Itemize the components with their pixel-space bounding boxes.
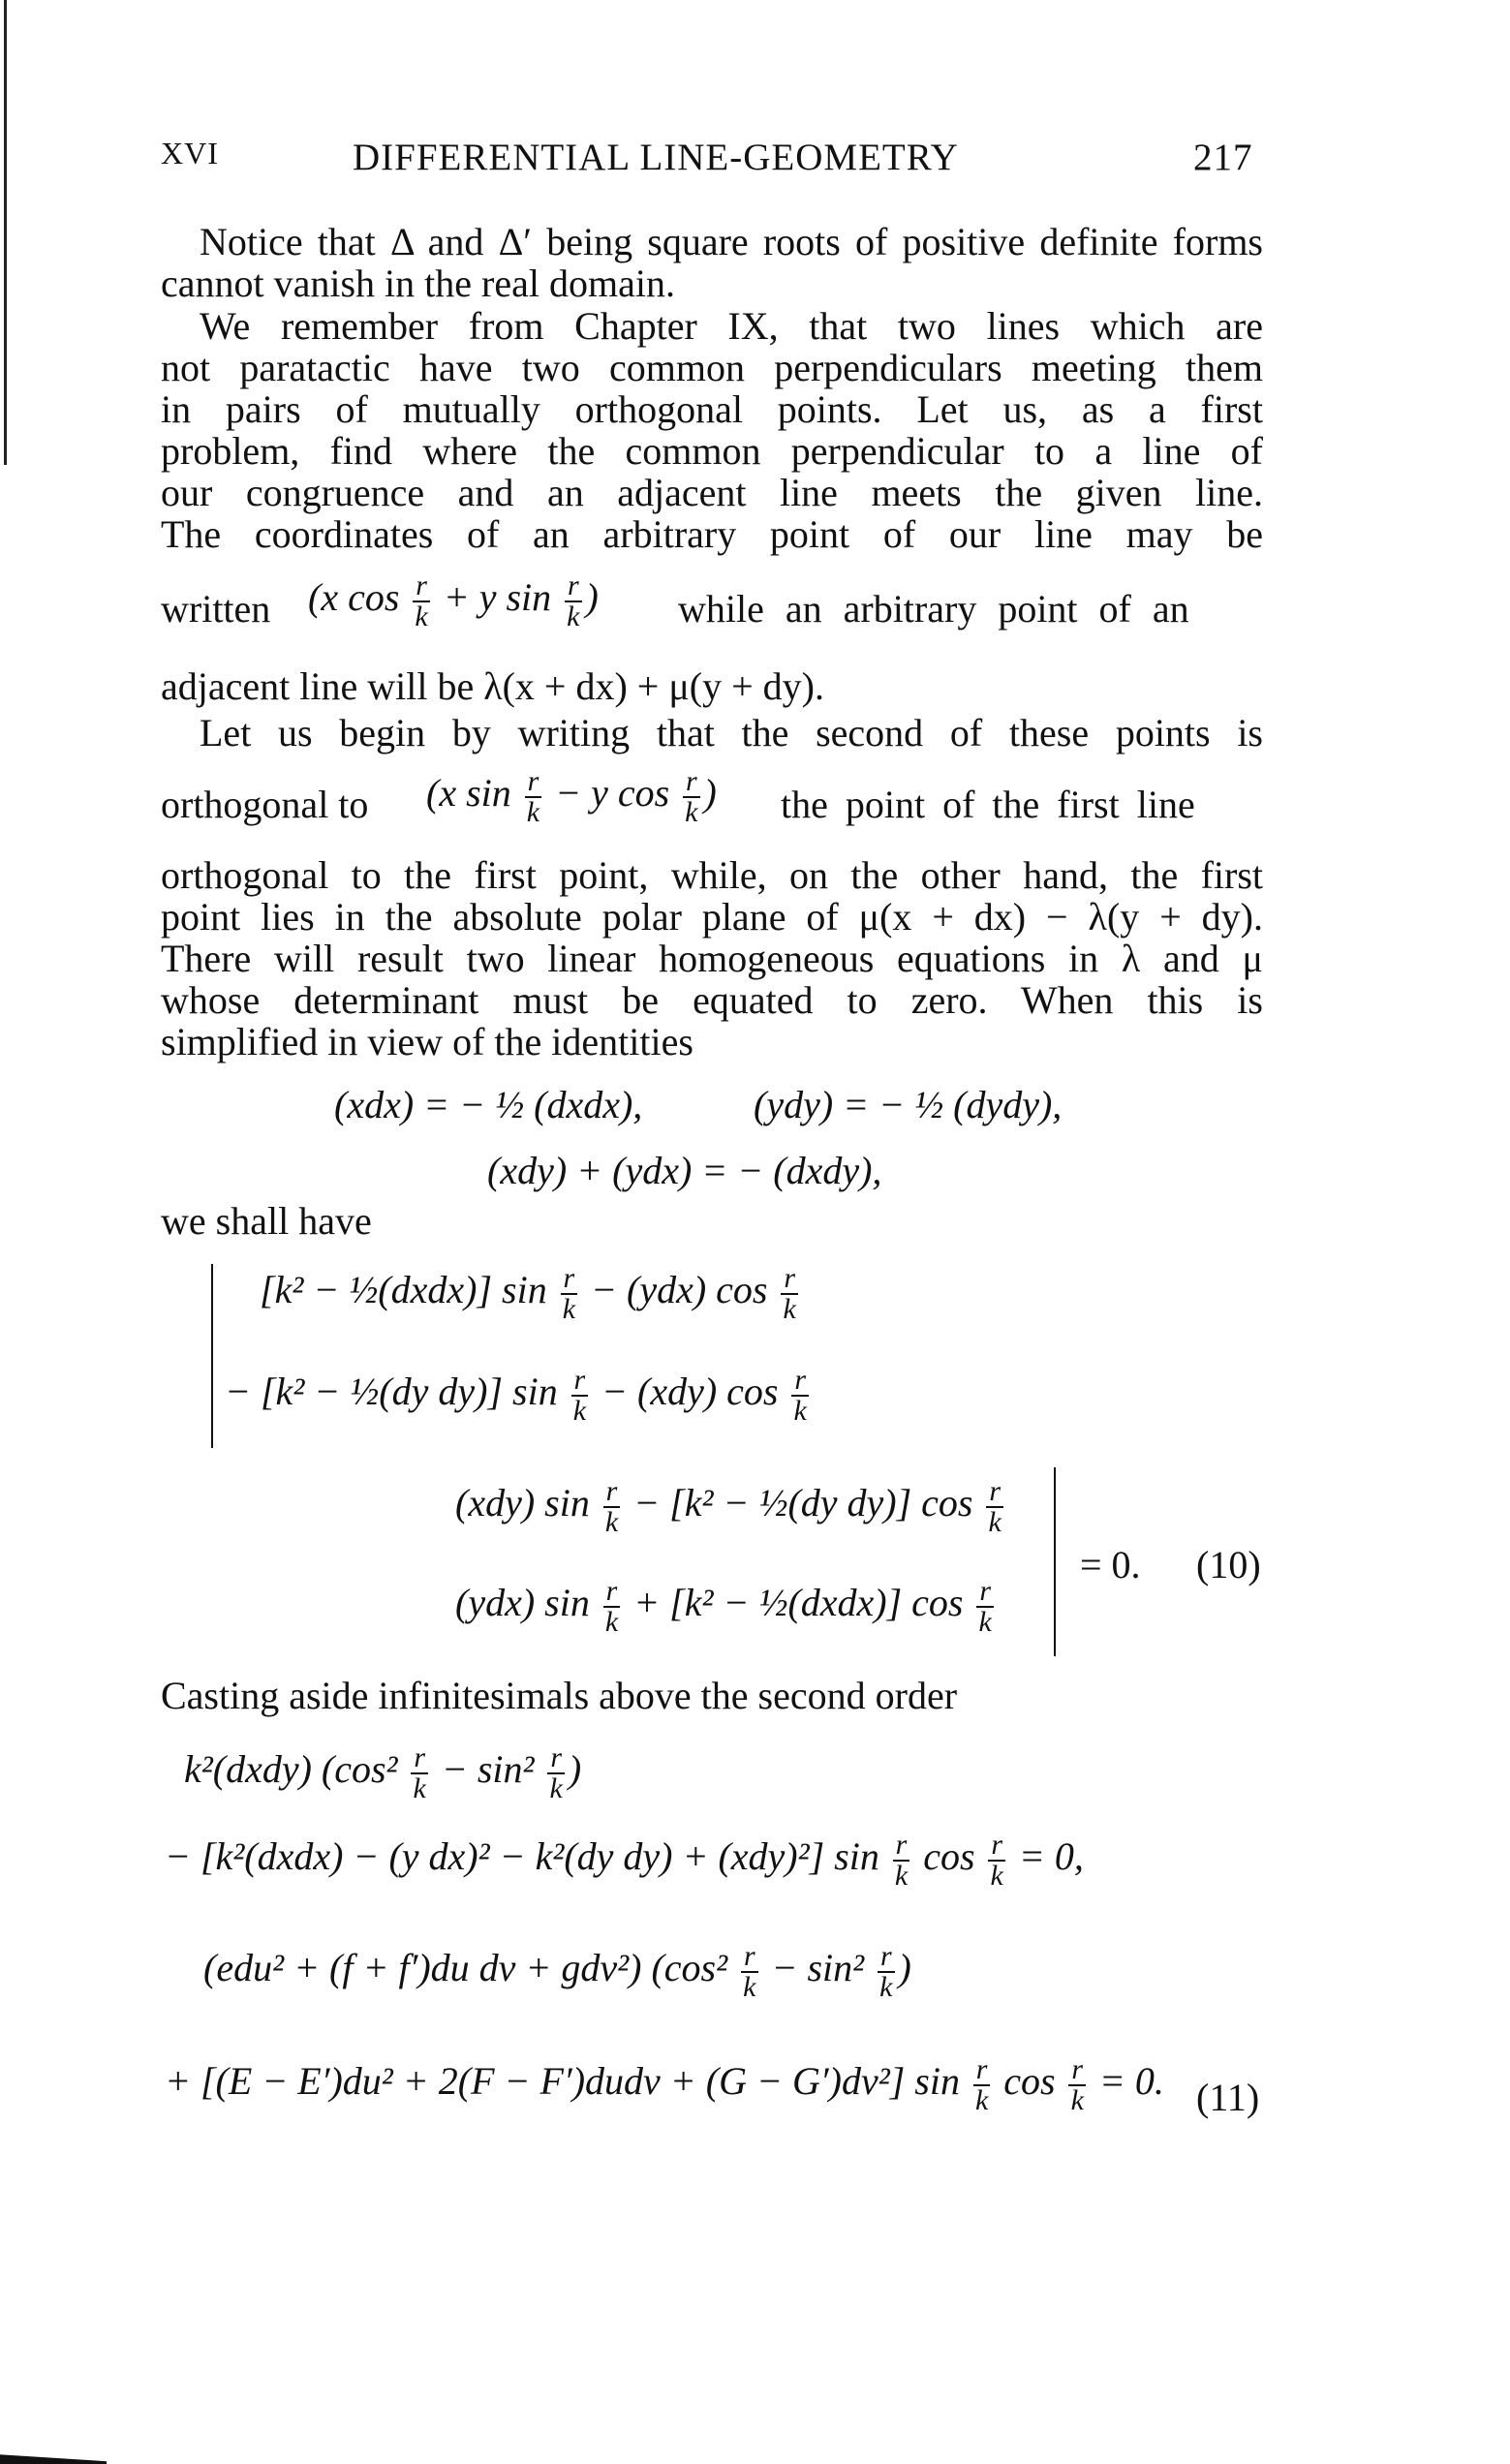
paragraph-3-line-6: simplified in view of the identities xyxy=(161,1020,693,1063)
identity-xdy: (xdy) + (ydx) = − (dxdy), xyxy=(487,1149,882,1192)
equation-a-line-1: k²(dxdy) (cos² $\frac{r}{k}$ − sin² $\frac{r}{k}$ ) xyxy=(184,1741,582,1804)
running-title: DIFFERENTIAL LINE-GEOMETRY xyxy=(353,137,959,178)
paragraph-3-line-4: There will result two linear homogeneous equations in λ and μ xyxy=(161,937,1263,980)
determinant-row1-right: (xdy) sin $\frac{r}{k}$ − [k² − ½(dy dy)] cos $\frac{r}{k}$ xyxy=(455,1477,1007,1537)
paragraph-2-line-2: not paratactic have two common perpendiculars meeting them xyxy=(161,346,1263,389)
paragraph-2-line-6: The coordinates of an arbitrary point of our line may be xyxy=(161,512,1263,556)
determinant-left-bar xyxy=(211,1264,213,1448)
paragraph-2-line-3: in pairs of mutually orthogonal points. Let us, as a first xyxy=(161,387,1263,431)
orthogonal-trail: the point of the first line xyxy=(781,783,1195,826)
paragraph-2-line-4: problem, find where the common perpendicular to a line of xyxy=(161,429,1263,473)
determinant-row1-left: [k² − ½(dxdx)] sin $\frac{r}{k}$ − (ydx) cos $\frac{r}{k}$ xyxy=(260,1264,802,1324)
adjacent-line: adjacent line will be λ(x + dx) + μ(y + dy). xyxy=(161,664,824,708)
written-expression: (x cos $\frac{r}{k}$ + y sin $\frac{r}{k}$ ) xyxy=(308,570,599,632)
chapter-label: XVI xyxy=(161,136,219,170)
equation-a-line-2: − [k²(dxdx) − (y dx)² − k²(dy dy) + (xdy)²] sin $\frac{r}{k}$ cos $\frac{r}{k}$ = 0, xyxy=(165,1829,1084,1892)
casting-aside: Casting aside infinitesimals above the second order xyxy=(161,1674,958,1717)
paragraph-2-line-5: our congruence and an adjacent line meets the given line. xyxy=(161,471,1263,514)
determinant-row2-left: − [k² − ½(dy dy)] sin $\frac{r}{k}$ − (xdy) cos $\frac{r}{k}$ xyxy=(225,1366,813,1426)
equation-number-10: (10) xyxy=(1196,1543,1261,1586)
paragraph-1: Notice that Δ and Δ′ being square roots of positive definite forms cannot vanish in the real domain. xyxy=(161,220,1263,305)
paragraph-2-line-1: We remember from Chapter IX, that two lines which are xyxy=(200,304,1263,348)
page-number: 217 xyxy=(1193,137,1253,178)
written-trail: while an arbitrary point of an xyxy=(678,587,1189,631)
equation-b-line-2: + [(E − E′)du² + 2(F − F′)dudv + (G − G′)dv²] sin $\frac{r}{k}$ cos $\frac{r}{k}$ = 0. xyxy=(165,2053,1164,2116)
written-lead: written xyxy=(161,587,271,631)
paragraph-3-line-5: whose determinant must be equated to zero. When this is xyxy=(161,978,1263,1022)
orthogonal-lead: orthogonal to xyxy=(161,783,369,826)
identity-ydy: (ydy) = − ½ (dydy), xyxy=(754,1083,1063,1126)
equation-number-11: (11) xyxy=(1196,2076,1260,2119)
paragraph-3-line-1: Let us begin by writing that the second of these points is xyxy=(200,711,1263,755)
paragraph-3-line-3: point lies in the absolute polar plane of μ(x + dx) − λ(y + dy). xyxy=(161,895,1263,939)
determinant-row2-right: (ydx) sin $\frac{r}{k}$ + [k² − ½(dxdx)] cos $\frac{r}{k}$ xyxy=(455,1577,998,1637)
orthogonal-expression: (x sin $\frac{r}{k}$ − y cos $\frac{r}{k}$ ) xyxy=(426,765,717,828)
determinant-right-bar xyxy=(1054,1467,1056,1656)
determinant-equals: = 0. xyxy=(1080,1543,1141,1586)
scan-corner-mark xyxy=(0,2450,107,2464)
page-edge-line xyxy=(4,0,7,465)
identity-xdx: (xdx) = − ½ (dxdx), xyxy=(334,1083,643,1126)
paragraph-3-line-2: orthogonal to the first point, while, on the other hand, the first xyxy=(161,853,1263,897)
equation-b-line-1: (edu² + (f + f′)du dv + gdv²) (cos² $\frac{r}{k}$ − sin² $\frac{r}{k}$ ) xyxy=(203,1940,911,2003)
we-shall-have: we shall have xyxy=(161,1199,372,1243)
